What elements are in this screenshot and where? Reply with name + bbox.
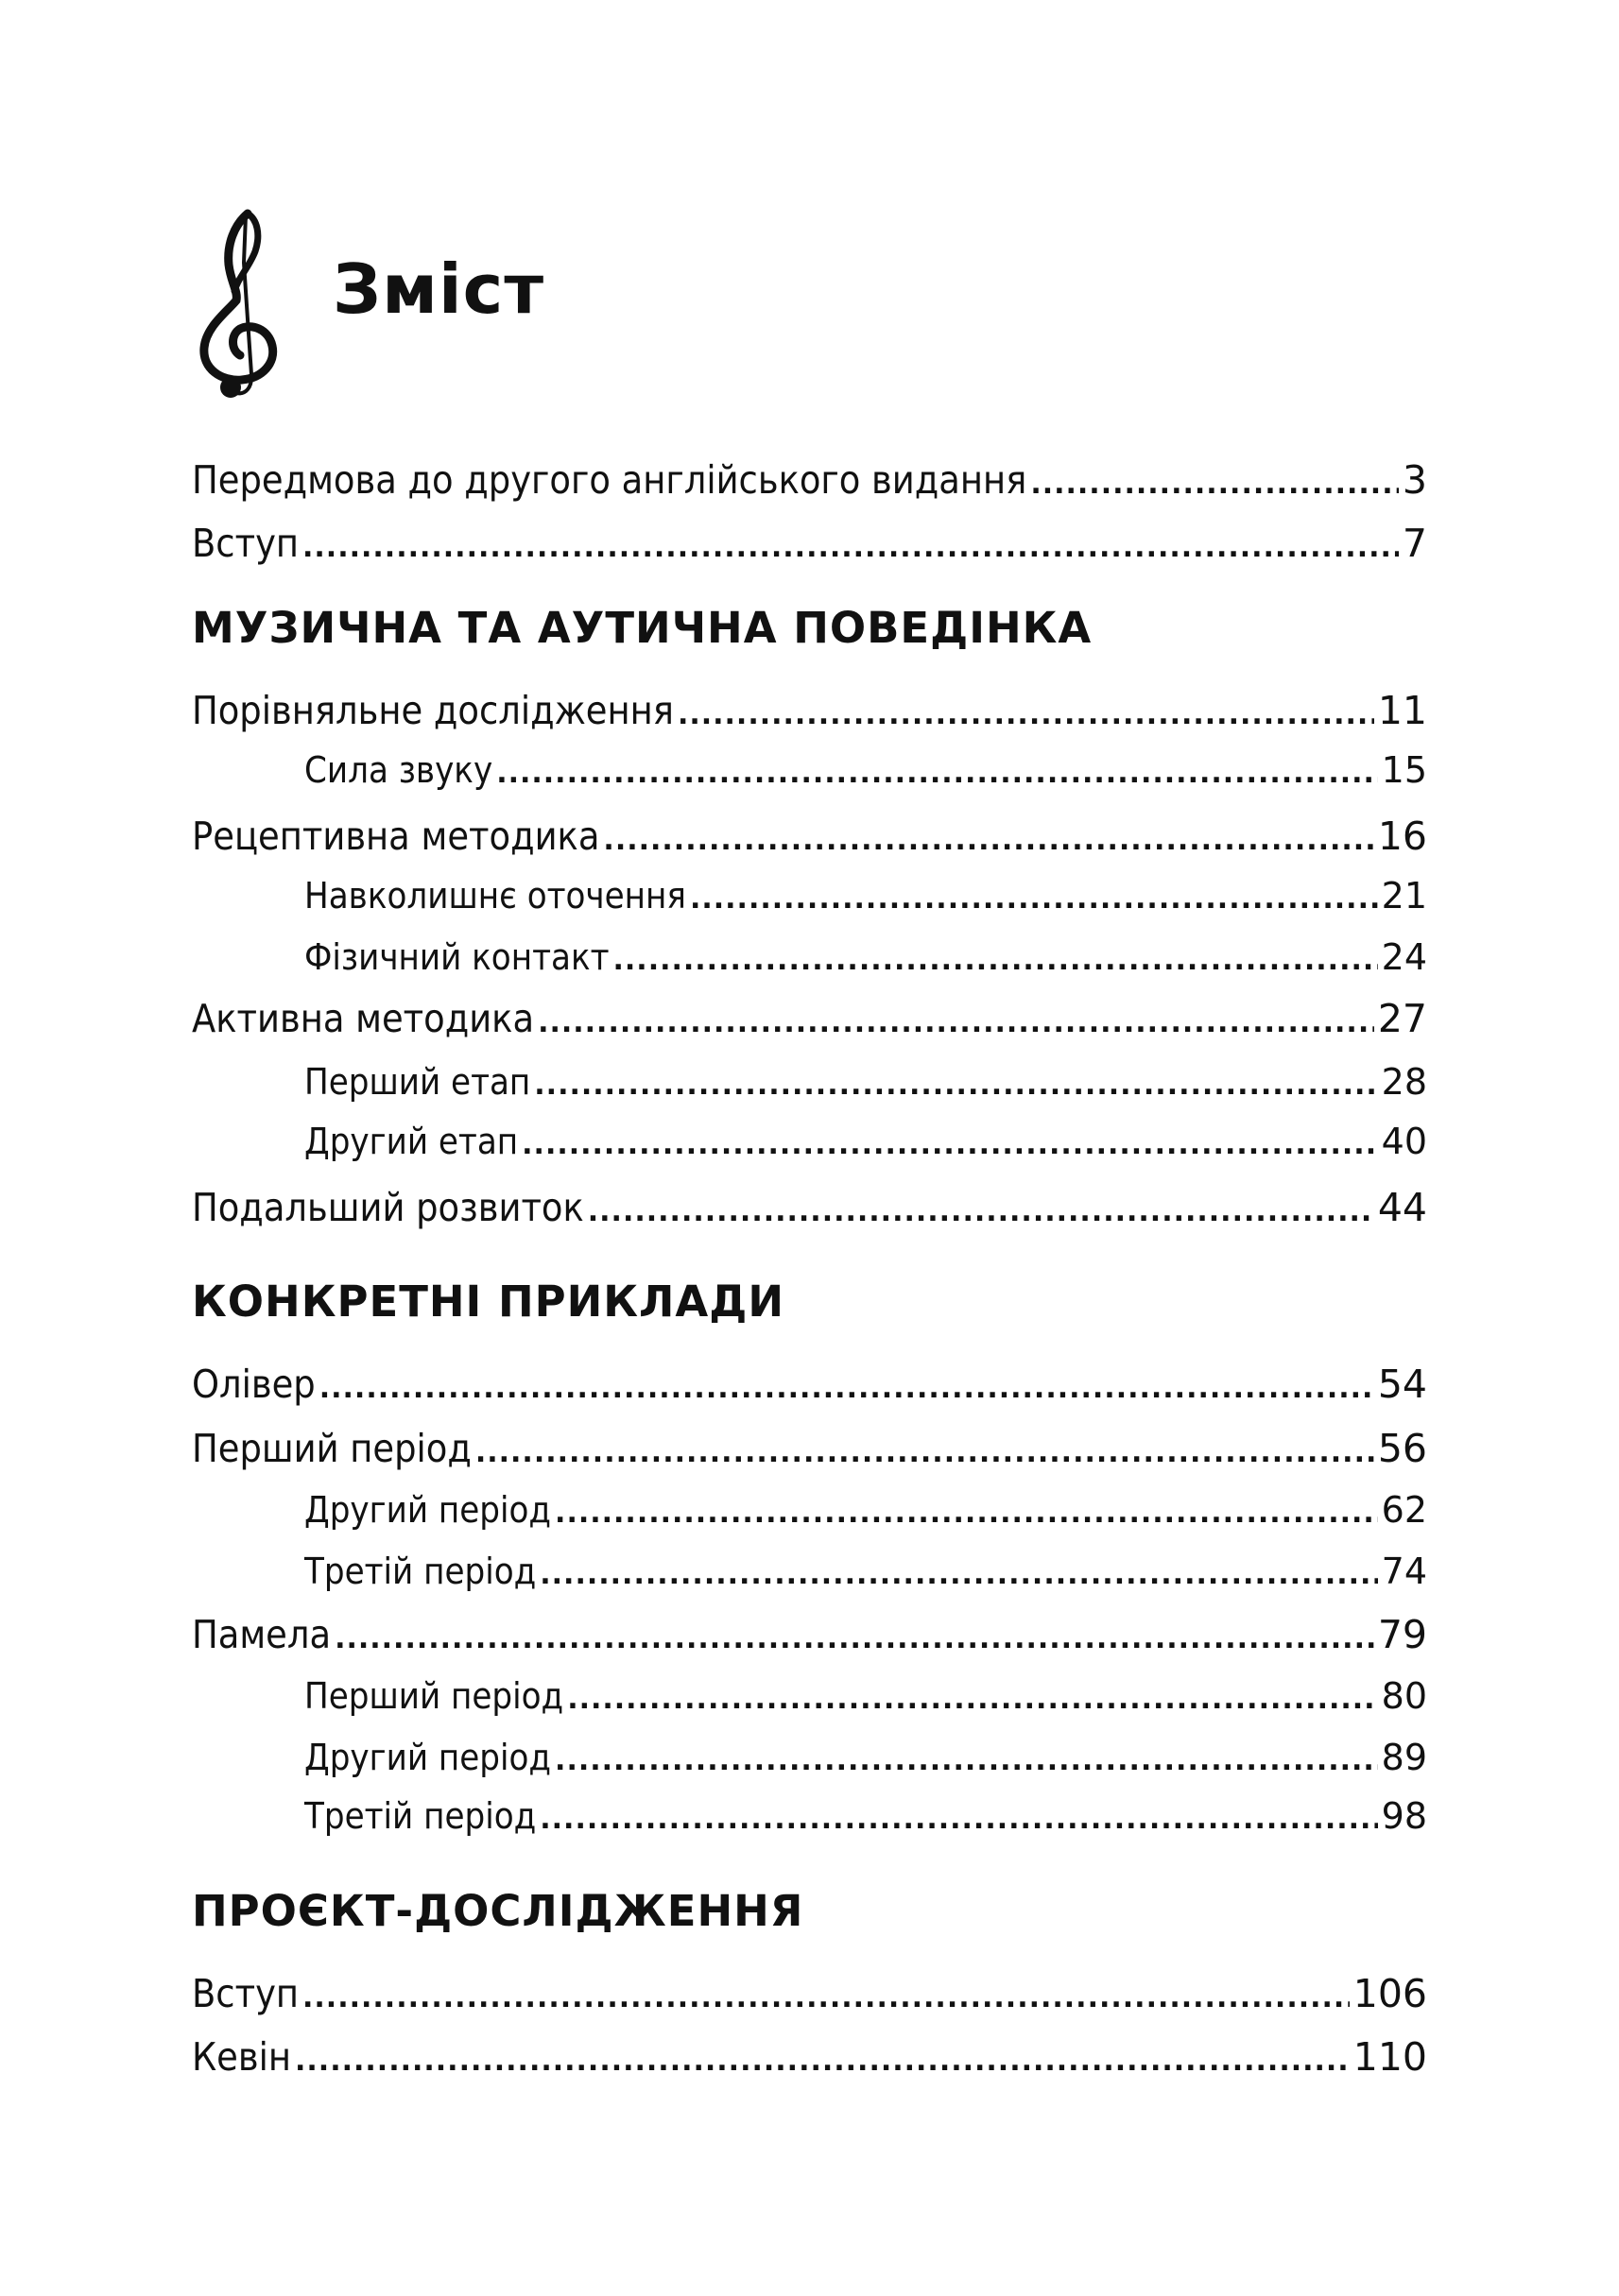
toc-subentry[interactable] <box>304 1486 1427 1534</box>
toc-entry-page: 80 <box>1381 1675 1427 1717</box>
treble-clef-icon <box>189 206 293 400</box>
toc-entry-page: 56 <box>1377 1426 1427 1471</box>
dot-leader <box>588 1189 1374 1236</box>
page-title: Зміст <box>333 249 545 329</box>
toc-entry-label: Порівняльне дослідження <box>192 688 674 733</box>
toc-entry-label: Передмова до другого англійського видання <box>192 457 1027 503</box>
dot-leader <box>534 1062 1377 1109</box>
toc-entry[interactable] <box>192 2033 1427 2081</box>
dot-leader <box>295 2038 1350 2085</box>
toc-entry[interactable] <box>192 456 1427 504</box>
dot-leader <box>555 1738 1378 1785</box>
dot-leader <box>540 1796 1377 1843</box>
toc-entry-page: 98 <box>1381 1795 1427 1837</box>
toc-entry-page: 62 <box>1381 1489 1427 1531</box>
section-heading: ПРОЄКТ-ДОСЛІДЖЕННЯ <box>192 1886 804 1936</box>
toc-subentry[interactable] <box>304 1548 1427 1595</box>
toc-entry-page: 74 <box>1381 1551 1427 1592</box>
toc-entry-page: 7 <box>1402 521 1427 566</box>
dot-leader <box>678 692 1374 739</box>
dot-leader <box>540 1551 1377 1599</box>
toc-entry-page: 44 <box>1377 1185 1427 1230</box>
toc-entry-page: 40 <box>1381 1121 1427 1162</box>
dot-leader <box>475 1430 1374 1477</box>
toc-entry[interactable] <box>192 1425 1427 1472</box>
toc-entry-page: 15 <box>1381 749 1427 791</box>
dot-leader <box>690 876 1378 923</box>
toc-entry-page: 110 <box>1352 2034 1427 2080</box>
toc-entry-label: Олівер <box>192 1362 316 1407</box>
toc-entry-page: 21 <box>1381 875 1427 917</box>
dot-leader <box>335 1616 1374 1663</box>
toc-subentry[interactable] <box>304 934 1427 981</box>
toc-entry[interactable] <box>192 1184 1427 1231</box>
toc-entry-page: 11 <box>1377 688 1427 733</box>
toc-entry-label: Навколишнє оточення <box>304 875 686 917</box>
dot-leader <box>538 1000 1374 1047</box>
toc-subentry[interactable] <box>304 1672 1427 1720</box>
toc-entry-label: Сила звуку <box>304 749 493 791</box>
toc-entry-label: Рецептивна методика <box>192 814 600 859</box>
toc-entry[interactable] <box>192 520 1427 567</box>
toc-entry-label: Перший період <box>192 1426 472 1471</box>
toc-entry-label: Подальший розвиток <box>192 1185 584 1230</box>
toc-entry-page: 16 <box>1377 814 1427 859</box>
toc-entry[interactable] <box>192 1970 1427 2017</box>
toc-entry-label: Памела <box>192 1612 332 1657</box>
dot-leader <box>555 1490 1378 1537</box>
toc-entry[interactable] <box>192 1361 1427 1408</box>
toc-entry-label: Другий період <box>304 1737 552 1778</box>
toc-entry-label: Вступ <box>192 521 300 566</box>
toc-entry-label: Другий період <box>304 1489 552 1531</box>
toc-entry-label: Фізичний контакт <box>304 936 610 978</box>
dot-leader <box>302 524 1399 572</box>
toc-entry-page: 24 <box>1381 936 1427 978</box>
dot-leader <box>613 937 1378 985</box>
toc-entry-label: Третій період <box>304 1551 537 1592</box>
toc-entry-label: Вступ <box>192 1971 300 2016</box>
toc-entry-label: Третій період <box>304 1795 537 1837</box>
dot-leader <box>603 817 1373 865</box>
dot-leader <box>1030 461 1399 508</box>
toc-entry-label: Другий етап <box>304 1121 519 1162</box>
toc-entry[interactable] <box>192 1611 1427 1658</box>
toc-entry-label: Перший період <box>304 1675 564 1717</box>
toc-entry-page: 3 <box>1402 457 1427 503</box>
toc-entry-label: Перший етап <box>304 1061 531 1103</box>
section-heading: КОНКРЕТНІ ПРИКЛАДИ <box>192 1277 784 1327</box>
toc-entry-page: 28 <box>1381 1061 1427 1103</box>
toc-entry[interactable] <box>192 813 1427 860</box>
toc-entry[interactable] <box>192 687 1427 734</box>
toc-subentry[interactable] <box>304 1118 1427 1165</box>
toc-subentry[interactable] <box>304 1792 1427 1840</box>
toc-subentry[interactable] <box>304 746 1427 794</box>
toc-subentry[interactable] <box>304 872 1427 919</box>
toc-subentry[interactable] <box>304 1734 1427 1781</box>
toc-entry-page: 106 <box>1352 1971 1427 2016</box>
toc-entry-label: Кевін <box>192 2034 292 2080</box>
dot-leader <box>319 1365 1374 1413</box>
dot-leader <box>302 1975 1350 2022</box>
toc-entry-page: 79 <box>1377 1612 1427 1657</box>
dot-leader <box>496 750 1377 797</box>
toc-entry-label: Активна методика <box>192 996 535 1041</box>
toc-subentry[interactable] <box>304 1058 1427 1105</box>
toc-entry-page: 89 <box>1381 1737 1427 1778</box>
dot-leader <box>522 1122 1377 1169</box>
toc-entry[interactable] <box>192 995 1427 1042</box>
dot-leader <box>567 1676 1377 1723</box>
section-heading: МУЗИЧНА ТА АУТИЧНА ПОВЕДІНКА <box>192 603 1093 653</box>
toc-entry-page: 54 <box>1377 1362 1427 1407</box>
toc-entry-page: 27 <box>1377 996 1427 1041</box>
